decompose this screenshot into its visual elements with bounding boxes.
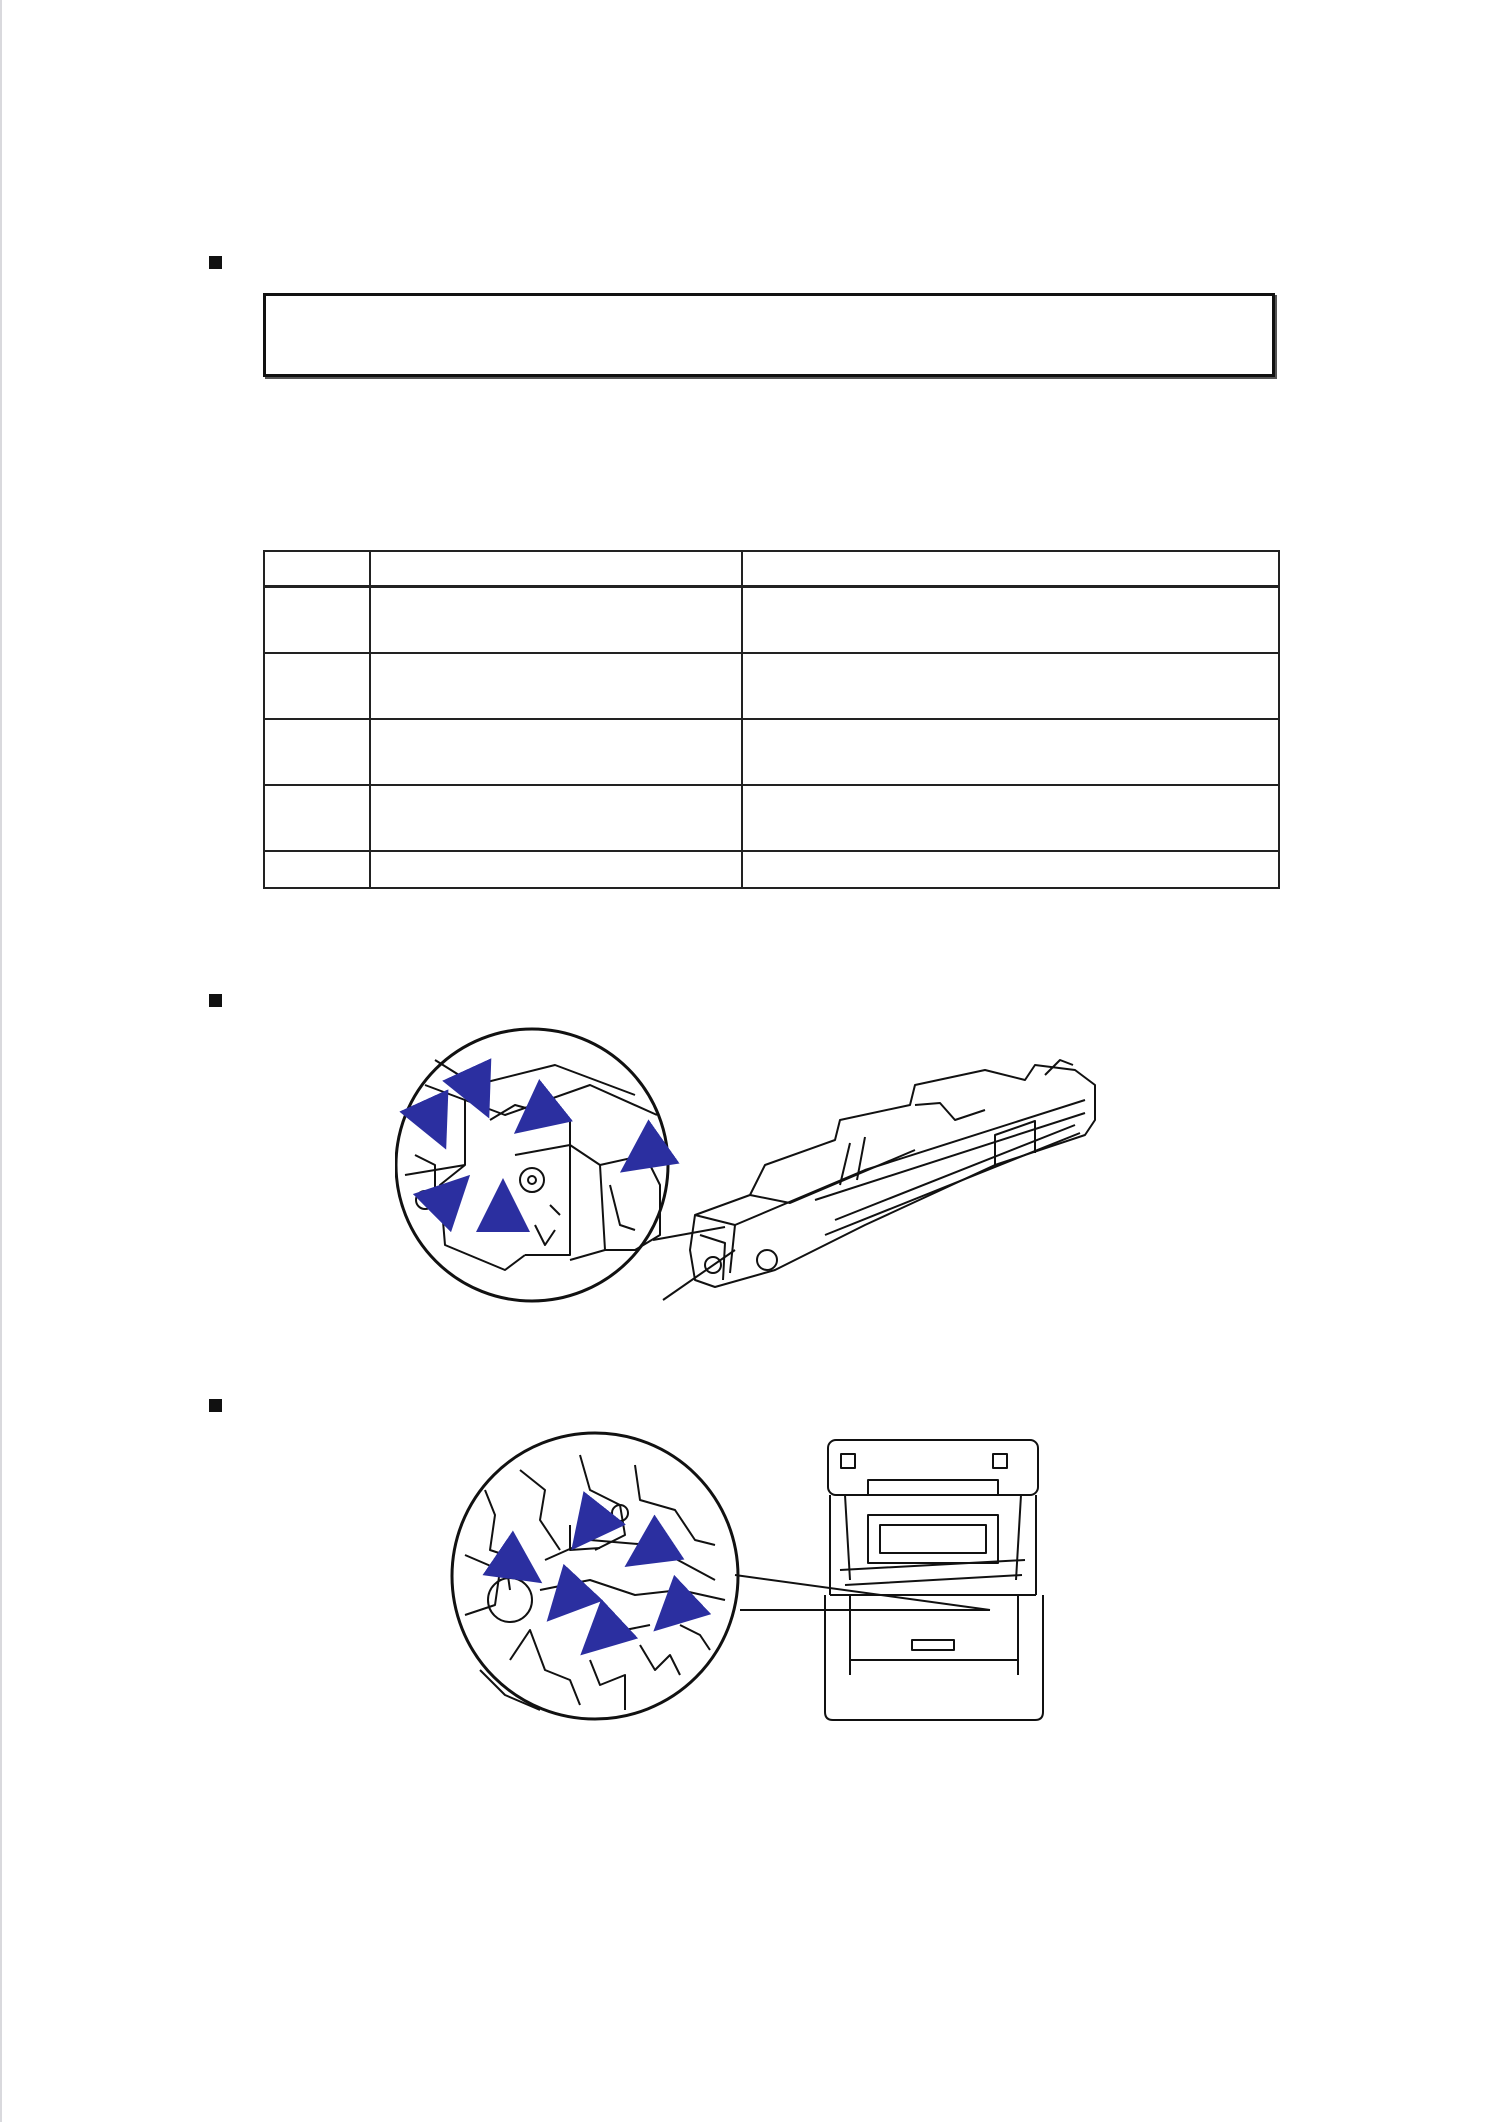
table-cell	[370, 719, 742, 785]
table-cell	[264, 719, 370, 785]
table-cell	[742, 785, 1279, 851]
table-cell	[370, 785, 742, 851]
section-bullet	[209, 1399, 222, 1412]
drum-unit-contacts-illustration	[395, 1025, 1115, 1330]
table-row	[264, 851, 1279, 888]
table-header-cell	[742, 551, 1279, 587]
table-cell	[264, 851, 370, 888]
spec-table	[263, 550, 1280, 889]
table-row	[264, 785, 1279, 851]
table-cell	[742, 851, 1279, 888]
machine-interior-contacts-illustration	[450, 1430, 1050, 1730]
section-bullet	[209, 994, 222, 1007]
table-header-cell	[264, 551, 370, 587]
page-edge	[0, 0, 2, 2122]
table-cell	[264, 653, 370, 719]
section-heading	[236, 1390, 1276, 1420]
section-bullet	[209, 256, 222, 269]
section-heading	[236, 985, 1276, 1015]
table-cell	[742, 587, 1279, 654]
table-header-row	[264, 551, 1279, 587]
section-heading	[236, 247, 1276, 277]
table-row	[264, 653, 1279, 719]
table-row	[264, 587, 1279, 654]
table-row	[264, 719, 1279, 785]
table-cell	[264, 785, 370, 851]
note-box	[263, 293, 1275, 377]
table-cell	[370, 653, 742, 719]
table-cell	[370, 587, 742, 654]
table-header-cell	[370, 551, 742, 587]
table-cell	[742, 653, 1279, 719]
table-cell	[370, 851, 742, 888]
table-cell	[264, 587, 370, 654]
table-cell	[742, 719, 1279, 785]
